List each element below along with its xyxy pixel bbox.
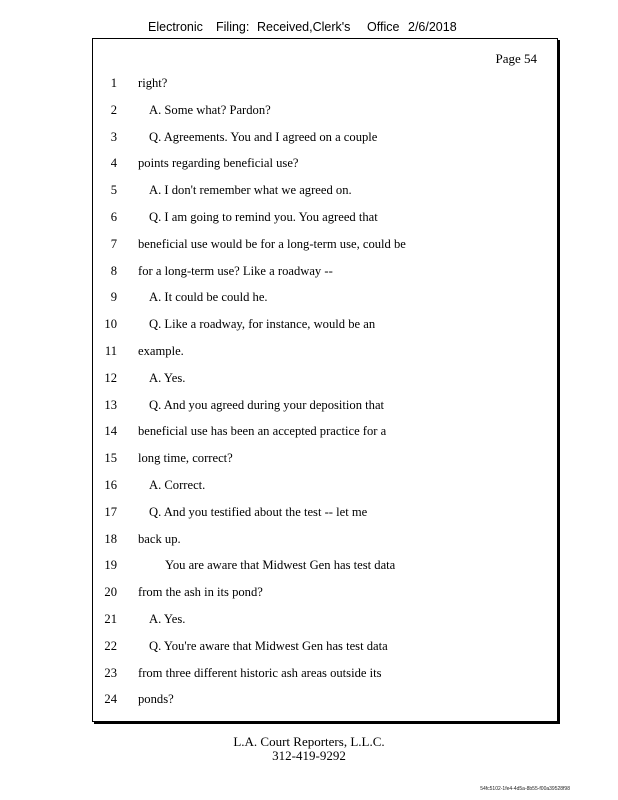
line-text: Q. Like a roadway, for instance, would be an	[149, 317, 376, 332]
header-filing: Filing:	[216, 20, 250, 34]
line-text: beneficial use would be for a long-term use, could be	[138, 236, 406, 251]
line-number: 21	[104, 611, 117, 626]
transcript-line	[93, 102, 557, 129]
page-number: Page 54	[495, 51, 537, 66]
transcript-line	[93, 209, 557, 236]
line-text: Q. You're aware that Midwest Gen has test data	[149, 638, 388, 653]
transcript-line	[93, 155, 557, 182]
transcript-line	[93, 504, 557, 531]
transcript-line	[93, 129, 557, 156]
line-text: example.	[138, 343, 184, 358]
line-number: 1	[110, 76, 117, 90]
transcript-line	[93, 638, 557, 665]
line-number: 6	[110, 209, 117, 224]
header-date: 2/6/2018	[408, 20, 457, 34]
line-text: ponds?	[138, 692, 174, 707]
document-hash: 54fc5102-1fe4-4d5a-8b55-f00a39528f98	[480, 786, 570, 792]
line-text: A. It could be could he.	[149, 290, 268, 305]
line-text: Q. And you agreed during your deposition that	[149, 397, 385, 412]
line-text: A. Yes.	[149, 370, 186, 385]
line-text: from three different historic ash areas outside its	[138, 665, 382, 680]
transcript-line	[93, 557, 557, 584]
transcript-line	[93, 423, 557, 450]
line-text: back up.	[138, 531, 181, 546]
line-text: points regarding beneficial use?	[138, 156, 299, 171]
line-number: 11	[104, 343, 117, 358]
line-number: 23	[104, 665, 117, 680]
line-number: 20	[104, 585, 117, 600]
line-text: Q. And you testified about the test -- let me	[149, 504, 368, 519]
transcript-line	[93, 289, 557, 316]
transcript-line	[93, 263, 557, 290]
transcript-lines	[93, 75, 557, 718]
line-text: right?	[138, 76, 168, 90]
line-text: long time, correct?	[138, 451, 233, 466]
transcript-line	[93, 691, 557, 718]
line-text: Q. I am going to remind you. You agreed that	[149, 209, 378, 224]
line-number: 18	[104, 531, 117, 546]
line-text: A. I don't remember what we agreed on.	[149, 183, 352, 198]
line-text: Q. Agreements. You and I agreed on a couple	[149, 129, 378, 144]
line-number: 3	[110, 129, 117, 144]
line-text: for a long-term use? Like a roadway --	[138, 263, 333, 278]
header-electronic: Electronic	[148, 20, 203, 34]
header-received: Received,Clerk's	[257, 20, 351, 34]
transcript-line	[93, 477, 557, 504]
line-text: A. Some what? Pardon?	[149, 102, 271, 117]
transcript-line	[93, 397, 557, 424]
line-number: 2	[110, 102, 117, 117]
line-text: A. Yes.	[149, 611, 186, 626]
line-text: from the ash in its pond?	[138, 585, 263, 600]
line-number: 10	[104, 317, 117, 332]
line-number: 4	[110, 156, 117, 171]
transcript-line	[93, 75, 557, 102]
transcript-line	[93, 182, 557, 209]
line-number: 14	[104, 424, 117, 439]
line-number: 12	[104, 370, 117, 385]
line-number: 19	[104, 558, 117, 573]
line-number: 13	[104, 397, 117, 412]
transcript-line	[93, 665, 557, 692]
transcript-line	[93, 584, 557, 611]
transcript-line	[93, 611, 557, 638]
line-number: 16	[104, 477, 117, 492]
transcript-line	[93, 236, 557, 263]
transcript-line	[93, 450, 557, 477]
transcript-line	[93, 316, 557, 343]
line-number: 7	[110, 236, 117, 251]
line-number: 9	[110, 290, 117, 305]
line-text: A. Correct.	[149, 477, 206, 492]
transcript-line	[93, 343, 557, 370]
transcript-line	[93, 531, 557, 558]
transcript-line	[93, 370, 557, 397]
line-number: 5	[110, 183, 117, 198]
line-text: beneficial use has been an accepted practice for a	[138, 424, 387, 439]
line-number: 8	[110, 263, 117, 278]
line-number: 17	[104, 504, 117, 519]
transcript-page	[92, 38, 558, 722]
line-number: 24	[104, 692, 117, 707]
footer-phone: 312-419-9292	[272, 748, 346, 763]
header-office: Office	[367, 20, 400, 34]
footer-company: L.A. Court Reporters, L.L.C.	[233, 734, 385, 749]
line-number: 15	[104, 451, 117, 466]
line-number: 22	[104, 638, 117, 653]
filing-header	[0, 20, 618, 38]
line-text: You are aware that Midwest Gen has test data	[165, 558, 396, 573]
